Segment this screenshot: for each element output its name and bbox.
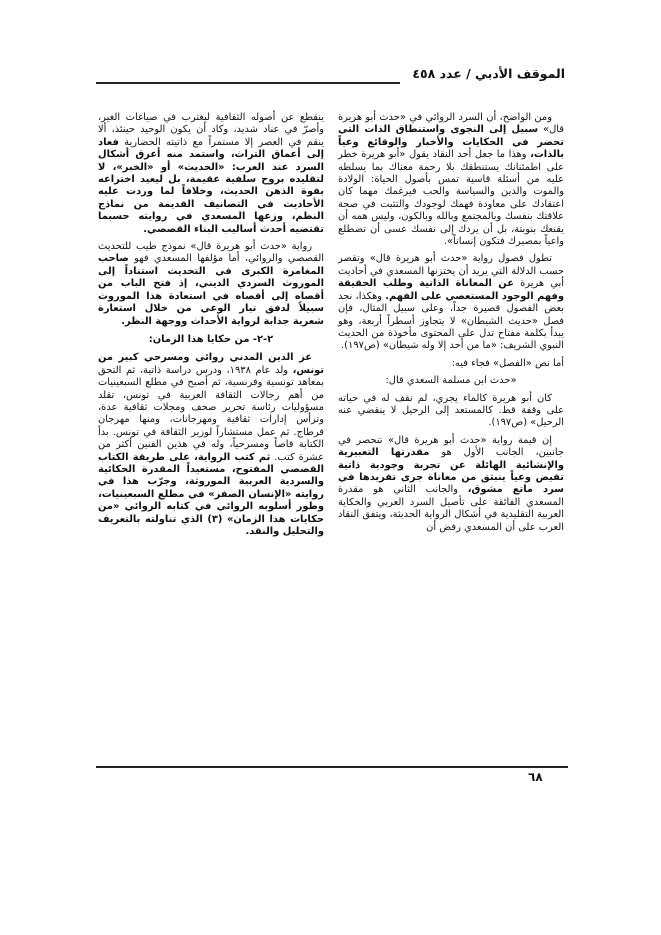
- right-column: [338, 112, 564, 539]
- journal-header-title: الموقف الأدبي / عدد ٤٥٨: [412, 66, 565, 81]
- paragraph: عز الدين المدني روائي ومسرحي كبير من تونس، ولد عام ١٩٣٨، ودرس دراسة ذاتية، ثم التحق بمعاهد تونسية وفرنسية، ثم أصبح في مطلع السبعينيات من أهم رجالات الثقافة العربية في تونس، تقلد مسؤوليات رئاسة تحرير صحف ومجلات ثقافية عدة، وترأس إدارات ثقافية ومهرجانات، ومنها مهرجان قرطاج. ثم عمل مستشاراً لوزير الثقافة في تونس. بدأ الكتابة قاصاً ومسرحياً، وله في هذين الفنين أكثر من عشرة كتب. ثم كتب الرواية، على طريقة الكتاب القصصي المفتوح، مستعيداً المقدرة الحكائية والسردية العربية الموروثة، وجرّب هذا في روايته «الإنسان الصفر» في مطلع السبعينيات، وطور أسلوبه الروائي في كتابه الروائي «من حكايات هذا الزمان» (٣) الذي تناولته بالتعريف والتحليل والنقد.: [98, 352, 325, 537]
- paragraph: ومن الواضح، أن السرد الروائي في «حدث أبو هريرة قال» سبيل إلى النجوى واستنطاق الذات التي تحضر في الحكايات والأخبار والوقائع وعياً بالذات، وهذا ما جعل أحد النقاد يقول «أبو هريرة خطر على اطمئنانك يستنطقك بلا رحمة معناك بما يسلطه عليه من أسئلة قاسية تمس بأصول الحياة: الولادة والموت والدين والسياسة والحب فيرغمك مهما كان اعتقادك على معاودة فهمك لوجودك والتثبت في صحة علاقتك بنفسك وبالمجتمع وبالله وبالكون، وليس همه أن يقنعك بنوبتة، بل أن يردك إلى نفسك عسى أن تضطلع واعياً بمصيرك فتكون إنساناً».: [338, 112, 564, 248]
- paragraph: إن قيمة رواية «حدث أبو هريرة قال» تنحصر في جانبين، الجانب الأول هو مقدرتها التعبيرية والإنشائية الهائلة عن تجربة وجودية ذاتية تفيض وعياً ينبثق من معاناة جرى تفريدها في سرد ماتع مشوق، والجانب الثاني هو مقدرة المسعدي الفائقة على تأصيل السرد العربي والحكاية العربية التقليدية في أشكال الرواية الحديثة، ويتفق النقاد العرب على أن المسعدي رفض أن: [338, 434, 564, 533]
- left-column: [98, 112, 324, 543]
- paragraph: تطول فصول رواية «حدث أبو هريرة قال» وتقصر حسب الدلالة التي يريد أن يختزنها المسعدي في أحاديث أبي هريرة عن المعاناة الذاتية وطلب الحقيقة وفهم الوجود المستعصي على الفهم. وهكذا، نجد بعض الفصول قصيرة جداً، وعلى سبيل المثال، فإن فصل «حديث الشيطان» لا يتجاوز أسطراً أربعة، وهو يبدأ بكلمة مفتاح تدل على المحتوى مأخوذة من الحديث النبوي الشريف: «ما من أحد إلا وله شيطان» (ص١٩٧).: [338, 253, 565, 352]
- section-heading: ٢-٢- من حكايا هذا الزمان:: [148, 333, 274, 345]
- paragraph: أما نص «الفصل» فجاء فيه:: [451, 357, 564, 369]
- page-number: ٦٨: [528, 770, 543, 784]
- paragraph: ينقطع عن أصوله الثقافية ليغترب في صياغات الغير، وأصرّ في عناد شديد، وكاد أن يكون الوحيد حينئذ، ألا ينقم في العصر إلا مستمراً مع ذاتيته الحضارية فعاد إلى أعماق التراث، واستمد منه أعرق أشكال السرد عند العرب: «الحديث» أو «الخبر»، لا لتقليده بروح سلفية عقيمة، بل ليعيد اختراعه بقوة الذهن الحديث، وخلافاً لما وردت عليه الأحاديث في التصانيف القديمة من نماذج النظم، وزعها المسعدي في روايته حسبما تقتضيه أحدث أساليب البناء القصصي.: [98, 112, 324, 235]
- paragraph: كان أبو هريرة كالماء يجري، لم نقف له في حياته على وقفة قط. كالمستعد إلى الرحيل لا ينقضي عنه الرحيل» (ص١٩٧).: [338, 392, 564, 429]
- footer-rule: [96, 766, 568, 768]
- quote-line: «حدث ابن مسلمة السعدي قال:: [385, 375, 517, 387]
- paragraph: رواية «حدث أبو هريرة قال» نموذج طيب للتحديث القصصي والروائي، أما مؤلفها المسعدي فهو صاحب المغامرة الكبرى في التحديث استناداً إلى الموروث السردي الديني، إذ فتح الباب من أقصاه إلى أقصاه في استعادة هذا الموروث سبيلاً لدفق تيار الوعي من خلال استعارة شعرية جذابة لرواية الأحداث ووجهة النظر.: [98, 241, 324, 327]
- header-rule: [96, 82, 400, 84]
